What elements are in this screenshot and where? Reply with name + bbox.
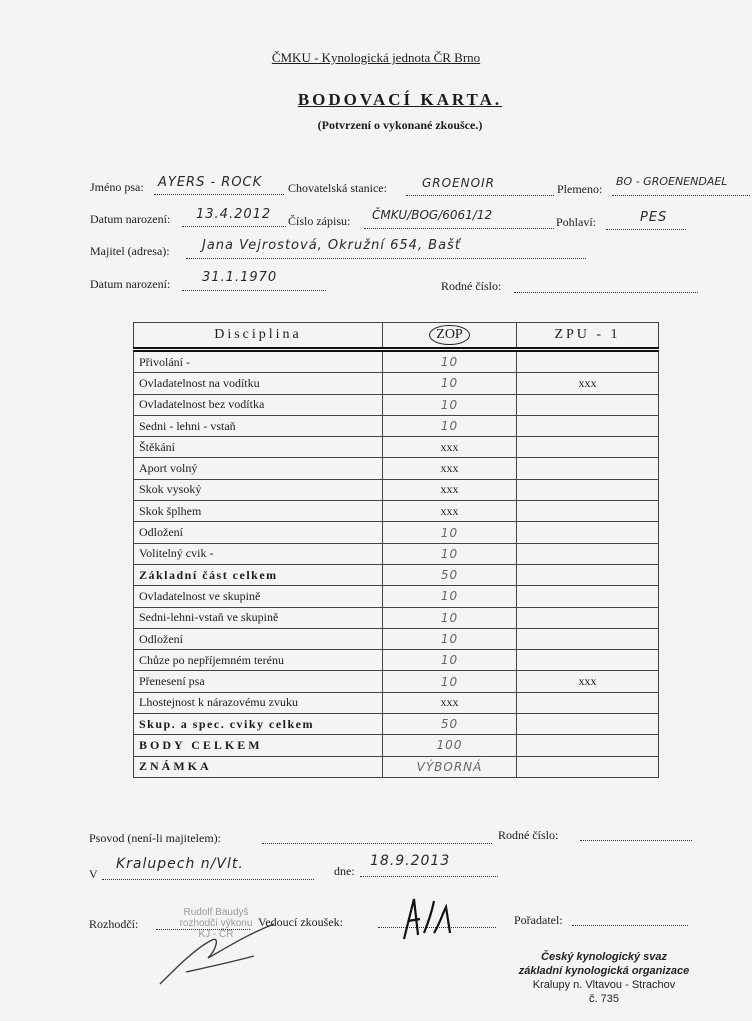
discipline-name: Volitelný cvik -	[134, 543, 383, 564]
zop-score: xxx	[383, 458, 517, 479]
datum-line	[182, 226, 286, 227]
table-row	[134, 692, 659, 713]
discipline-name: Sedni - lehni - vstaň	[134, 415, 383, 436]
psovod-label: Psovod (není-li majitelem):	[89, 831, 221, 845]
table-row	[134, 671, 659, 692]
leader-signature	[398, 893, 462, 945]
poradatel-label: Pořadatel:	[514, 913, 563, 927]
zop-score: 100	[383, 735, 517, 756]
discipline-name: Přenesení psa	[134, 671, 383, 692]
table-row	[134, 756, 659, 777]
discipline-name: Odložení	[134, 628, 383, 649]
organization-header: ČMKU - Kynologická jednota ČR Brno	[271, 50, 481, 65]
table-row	[134, 458, 659, 479]
v-label: V	[89, 867, 98, 881]
plemeno-value: BO - GROENENDAEL	[616, 175, 728, 188]
discipline-name: Aport volný	[134, 458, 383, 479]
jmeno-label: Jméno psa:	[90, 180, 144, 194]
table-row	[134, 586, 659, 607]
table-row	[134, 350, 659, 373]
discipline-name: Přivolání -	[134, 350, 383, 373]
zop-score: 10	[383, 607, 517, 628]
zop-score: 10	[383, 350, 517, 373]
zpu-score	[517, 650, 659, 671]
chov-value: GROENOIR	[422, 176, 495, 190]
zpu-score	[517, 458, 659, 479]
zop-score: 10	[383, 373, 517, 394]
zop-score: VÝBORNÁ	[383, 756, 517, 777]
zop-score: 10	[383, 394, 517, 415]
dne-label: dne:	[334, 864, 355, 878]
zpu-score	[517, 564, 659, 585]
rodne-line	[514, 292, 698, 293]
table-body	[134, 350, 659, 778]
pohlavi-label: Pohlaví:	[556, 215, 597, 229]
dne-value: 18.9.2013	[370, 853, 451, 869]
majitel-value: Jana Vejrostová, Okružní 654, Bašť	[202, 238, 461, 253]
discipline-name: Skok šplhem	[134, 501, 383, 522]
header-zop	[383, 323, 517, 350]
table-row	[134, 522, 659, 543]
zpu-score	[517, 607, 659, 628]
zpu-score	[517, 714, 659, 735]
psovod-line	[262, 843, 492, 844]
document-title: BODOVACÍ KARTA.	[297, 90, 503, 109]
discipline-name: Skok vysoký	[134, 479, 383, 500]
score-table	[133, 322, 659, 778]
zop-score: 10	[383, 671, 517, 692]
zpu-score	[517, 479, 659, 500]
poradatel-line	[572, 925, 688, 926]
discipline-name: Štěkání	[134, 437, 383, 458]
stamp-line: základní kynologická organizace	[518, 965, 690, 977]
zop-score: xxx	[383, 479, 517, 500]
discipline-name: Skup. a spec. cviky celkem	[134, 714, 383, 735]
zpu-score	[517, 586, 659, 607]
table-header-row	[134, 323, 659, 350]
discipline-name: ZNÁMKA	[134, 756, 383, 777]
table-row	[134, 650, 659, 671]
judge-stamp-line: rozhodčí výkonu	[179, 918, 253, 929]
table-row	[134, 543, 659, 564]
zpu-score	[517, 350, 659, 373]
header-zop-label: ZOP	[429, 325, 469, 345]
table-row	[134, 735, 659, 756]
zpu-score	[517, 735, 659, 756]
rodne-label: Rodné číslo:	[441, 279, 502, 293]
zpu-score: xxx	[517, 373, 659, 394]
zapis-line	[364, 228, 554, 229]
header-disciplina: Disciplina	[134, 323, 383, 350]
footer-rodne-label: Rodné číslo:	[498, 828, 559, 842]
zpu-score	[517, 394, 659, 415]
zop-score: 10	[383, 522, 517, 543]
table-row	[134, 394, 659, 415]
discipline-name: Ovladatelnost na vodítku	[134, 373, 383, 394]
table-row	[134, 373, 659, 394]
zpu-score	[517, 522, 659, 543]
zpu-score	[517, 415, 659, 436]
footer-rodne-line	[580, 840, 692, 841]
judge-stamp-line: Rudolf Baudyš	[183, 907, 249, 918]
v-line	[102, 879, 314, 880]
table-row	[134, 437, 659, 458]
datum2-line	[182, 290, 326, 291]
table-row	[134, 501, 659, 522]
pohlavi-line	[606, 229, 686, 230]
zpu-score	[517, 437, 659, 458]
table-row	[134, 479, 659, 500]
table-row	[134, 415, 659, 436]
plemeno-line	[612, 195, 750, 196]
datum-value: 13.4.2012	[196, 207, 272, 222]
rozhodci-label: Rozhodčí:	[89, 917, 139, 931]
zop-score: xxx	[383, 437, 517, 458]
discipline-name: BODY CELKEM	[134, 735, 383, 756]
zpu-score	[517, 692, 659, 713]
table-row	[134, 564, 659, 585]
discipline-name: Sedni-lehni-vstaň ve skupině	[134, 607, 383, 628]
discipline-name: Chůze po nepříjemném terénu	[134, 650, 383, 671]
zpu-score	[517, 756, 659, 777]
zop-score: xxx	[383, 501, 517, 522]
v-value: Kralupech n/Vlt.	[116, 856, 244, 872]
datum-label: Datum narození:	[90, 212, 171, 226]
header-zpu: ZPU - 1	[517, 323, 659, 350]
table-row	[134, 714, 659, 735]
judge-stamp-line: KJ - ČR	[198, 929, 234, 940]
pohlavi-value: PES	[640, 210, 668, 225]
zpu-score	[517, 543, 659, 564]
discipline-name: Lhostejnost k nárazovému zvuku	[134, 692, 383, 713]
zop-score: xxx	[383, 692, 517, 713]
chov-line	[406, 195, 554, 196]
zop-score: 50	[383, 564, 517, 585]
table-row	[134, 628, 659, 649]
zop-score: 10	[383, 650, 517, 671]
jmeno-line	[154, 194, 284, 195]
discipline-name: Odložení	[134, 522, 383, 543]
stamp-line: Kralupy n. Vltavou - Strachov	[532, 979, 676, 991]
stamp-line: č. 735	[589, 993, 619, 1005]
zop-score: 10	[383, 543, 517, 564]
organization-stamp	[504, 950, 704, 1006]
document-subtitle: (Potvrzení o vykonané zkoušce.)	[317, 118, 483, 132]
zpu-score	[517, 628, 659, 649]
discipline-name: Ovladatelnost bez vodítka	[134, 394, 383, 415]
majitel-label: Majitel (adresa):	[90, 244, 170, 258]
datum2-label: Datum narození:	[90, 277, 171, 291]
discipline-name: Ovladatelnost ve skupině	[134, 586, 383, 607]
plemeno-label: Plemeno:	[557, 182, 603, 196]
discipline-name: Základní část celkem	[134, 564, 383, 585]
jmeno-value: AYERS - ROCK	[158, 175, 263, 190]
vedouci-label: Vedoucí zkoušek:	[258, 915, 343, 929]
dne-line	[360, 876, 498, 877]
zop-score: 10	[383, 415, 517, 436]
table-row	[134, 607, 659, 628]
zpu-score	[517, 501, 659, 522]
datum2-value: 31.1.1970	[202, 270, 278, 285]
zop-score: 10	[383, 586, 517, 607]
zop-score: 10	[383, 628, 517, 649]
zapis-label: Číslo zápisu:	[288, 214, 351, 228]
zpu-score: xxx	[517, 671, 659, 692]
zapis-value: ČMKU/BOG/6061/12	[372, 208, 493, 222]
stamp-line: Český kynologický svaz	[541, 951, 667, 963]
zop-score: 50	[383, 714, 517, 735]
majitel-line	[186, 258, 586, 259]
chov-label: Chovatelská stanice:	[288, 181, 387, 195]
